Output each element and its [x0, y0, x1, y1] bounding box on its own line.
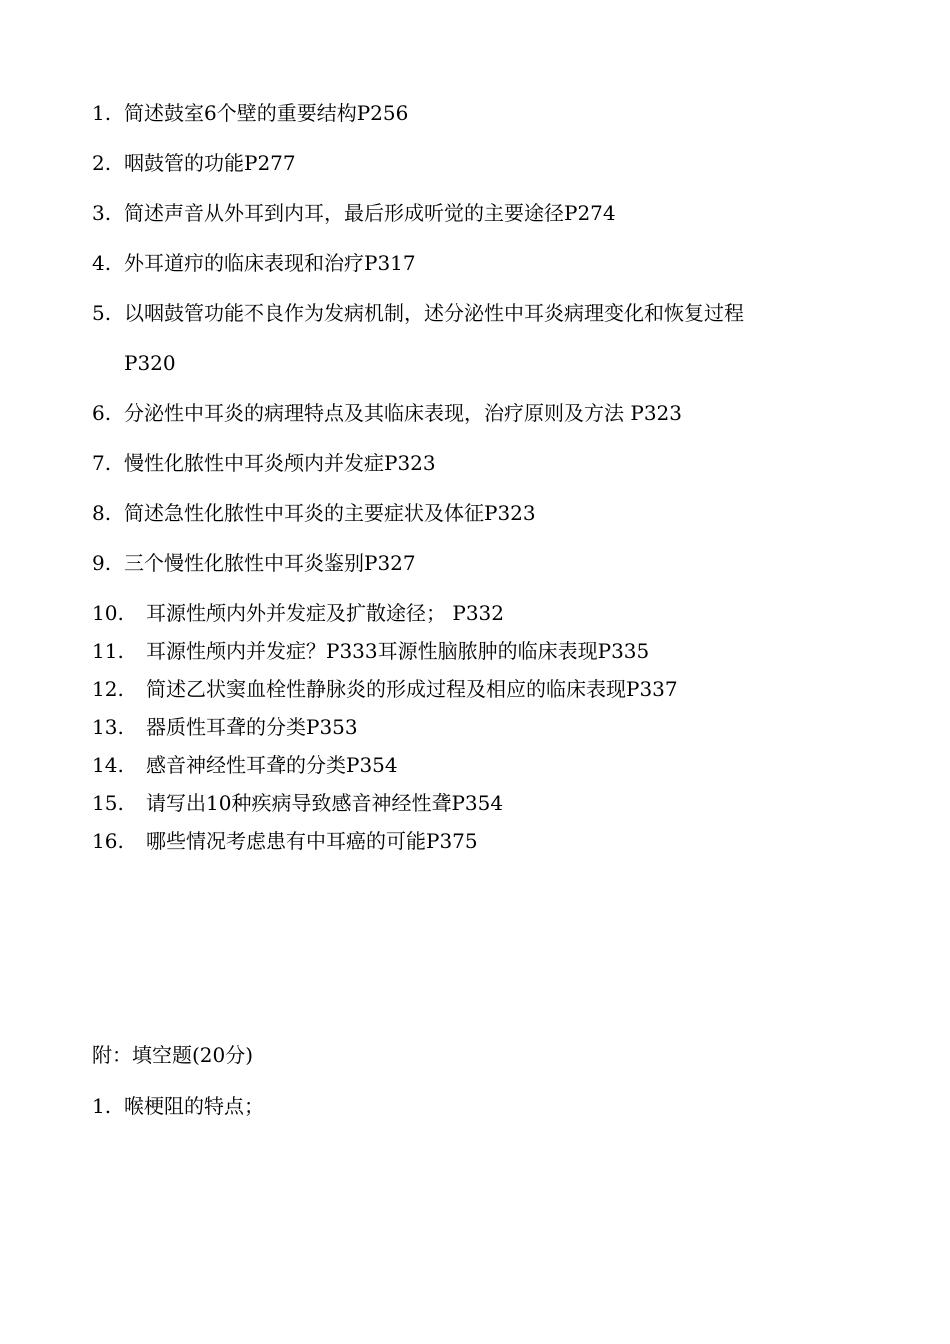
- question-item: [92, 300, 744, 326]
- question-number: 8.: [92, 501, 112, 525]
- question-text: 感音神经性耳聋的分类P354: [146, 753, 398, 777]
- question-item: [92, 500, 536, 526]
- question-text: 以咽鼓管功能不良作为发病机制，述分泌性中耳炎病理变化和恢复过程: [124, 301, 744, 325]
- question-text: 简述急性化脓性中耳炎的主要症状及体征P323: [124, 501, 536, 525]
- question-number: 5.: [92, 301, 112, 325]
- question-item: [92, 250, 416, 276]
- question-text: 咽鼓管的功能P277: [124, 151, 296, 175]
- question-text: 简述声音从外耳到内耳，最后形成听觉的主要途径P274: [124, 201, 616, 225]
- question-number: 4.: [92, 251, 112, 275]
- question-number: 6.: [92, 401, 112, 425]
- question-number: 11.: [92, 639, 124, 663]
- question-text: 哪些情况考虑患有中耳癌的可能P375: [146, 829, 478, 853]
- question-item: [92, 150, 296, 176]
- question-text: 耳源性颅内外并发症及扩散途径； P332: [146, 601, 504, 625]
- question-text: P320: [124, 351, 176, 375]
- question-item: [92, 638, 649, 664]
- question-number: 13.: [92, 715, 124, 739]
- question-item: [92, 550, 416, 576]
- question-text: 三个慢性化脓性中耳炎鉴别P327: [124, 551, 416, 575]
- question-item: [92, 450, 436, 476]
- question-text: 分泌性中耳炎的病理特点及其临床表现，治疗原则及方法 P323: [124, 401, 682, 425]
- question-number: 12.: [92, 677, 124, 701]
- question-number: 1.: [92, 101, 112, 125]
- question-text: 请写出10种疾病导致感音神经性聋P354: [146, 791, 504, 815]
- question-item-continuation: [92, 350, 176, 376]
- question-number: 16.: [92, 829, 124, 853]
- question-text: 简述乙状窦血栓性静脉炎的形成过程及相应的临床表现P337: [146, 677, 678, 701]
- question-text: 器质性耳聋的分类P353: [146, 715, 358, 739]
- question-item: [92, 828, 478, 854]
- question-number: 9.: [92, 551, 112, 575]
- appendix-item-number: 1.: [92, 1094, 112, 1118]
- question-number: 3.: [92, 201, 112, 225]
- appendix-heading: 附：填空题(20分): [92, 1043, 254, 1067]
- appendix-item: [92, 1093, 264, 1119]
- question-text: 慢性化脓性中耳炎颅内并发症P323: [124, 451, 436, 475]
- question-text: 外耳道疖的临床表现和治疗P317: [124, 251, 416, 275]
- question-item: [92, 400, 682, 426]
- appendix-item-text: 喉梗阻的特点；: [124, 1094, 264, 1118]
- question-item: [92, 100, 408, 126]
- question-item: [92, 200, 616, 226]
- question-number: 7.: [92, 451, 112, 475]
- question-item: [92, 752, 398, 778]
- question-number: 10.: [92, 601, 124, 625]
- question-number: 15.: [92, 791, 124, 815]
- question-number: 2.: [92, 151, 112, 175]
- question-text: 耳源性颅内并发症？P333耳源性脑脓肿的临床表现P335: [146, 639, 650, 663]
- question-number: 14.: [92, 753, 124, 777]
- question-item: [92, 790, 503, 816]
- question-item: [92, 600, 504, 626]
- question-item: [92, 676, 678, 702]
- question-item: [92, 714, 358, 740]
- question-text: 简述鼓室6个壁的重要结构P256: [124, 101, 409, 125]
